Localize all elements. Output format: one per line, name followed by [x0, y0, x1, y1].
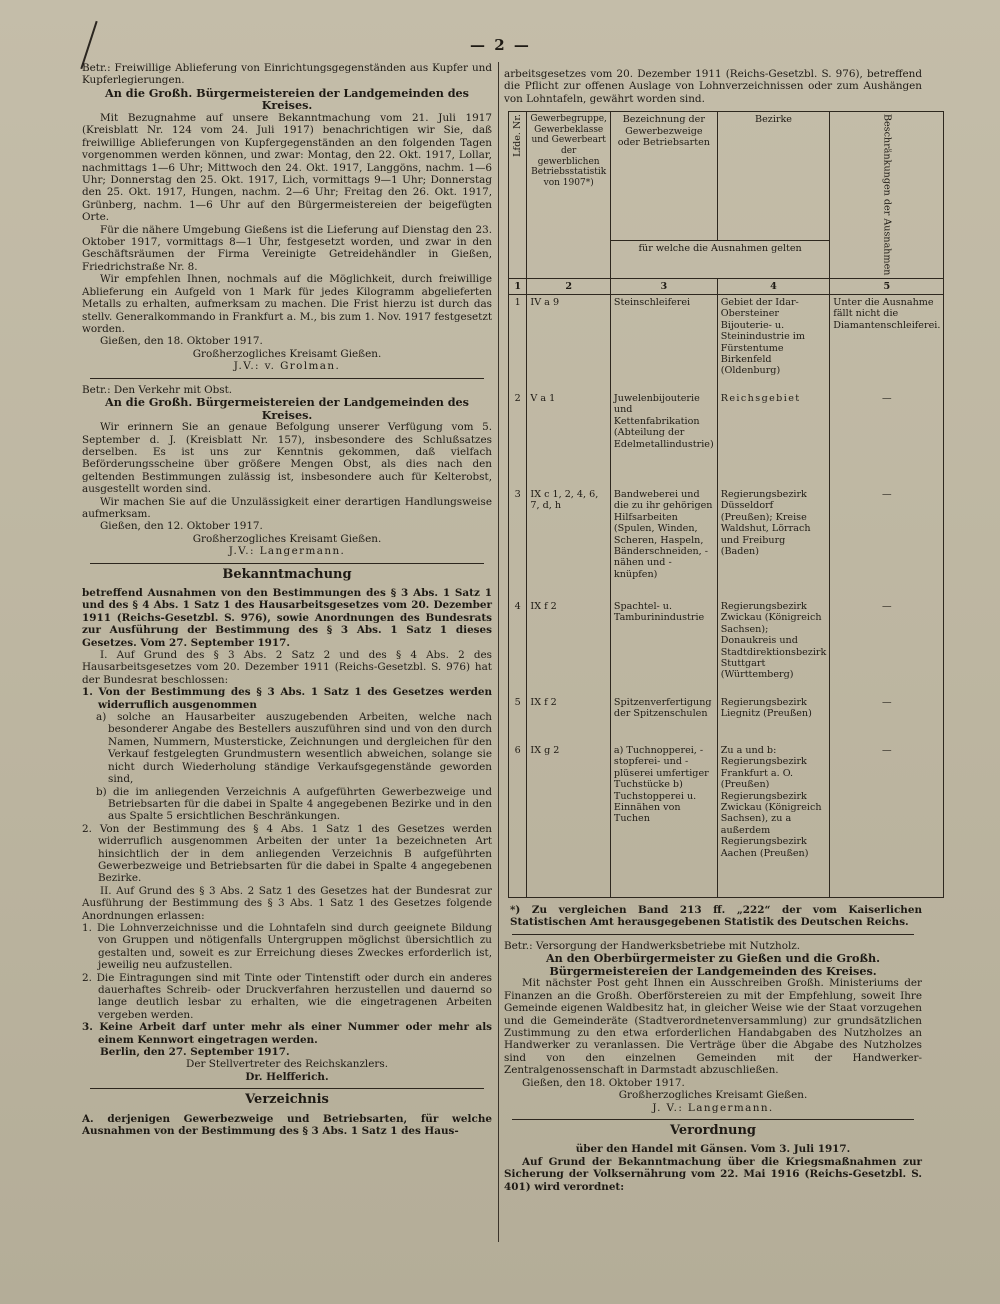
verordnung-title: Verordnung [669, 1122, 757, 1138]
separator-rule [90, 1088, 484, 1089]
header-nr [509, 112, 527, 278]
cell-bezirk: Reichsgebiet [717, 391, 830, 487]
verzeichnis [82, 1094, 492, 1137]
notice-paragraph: Mit nächster Post geht Ihnen ein Ausschreiben Großh. Ministeriums der Finanzen an die Großh. Oberförstereien zu mit der Empfehlung, soweit Ihre Gemeinde eigenen Waldbesitz hat, in gleicher Weise wie der Staat vorzugehen und die Gemeinderäte (Stadtverordnetenversammlung) zur grundsätzlichen Zustimmung zu den etwa erforderlichen Handabgaben des Nutzholzes an Handwerker zu veranlassen. Die Verträge über die Abgabe des Nutzholzes sind von den einzelnen Gemeinden mit der Handwerker-Zentralgenossenschaft in Darmstadt abzuschließen. [504, 977, 922, 1077]
cell-restriction: — [830, 487, 944, 599]
bekanntmachung-paragraph: II. Auf Grund des § 3 Abs. 2 Satz 1 des Gesetzes hat der Bundesrat zur Ausführung der Bestimmung des § 3 Abs. 1 Satz 1 des Gesetzes folgende Anordnungen erlassen: [82, 884, 492, 922]
cell-bezirk: Gebiet der Idar-Obersteiner Bijouterie- u. Steinindustrie im Fürstentume Birkenfeld (Oldenburg) [717, 295, 830, 392]
table-row [509, 487, 944, 599]
bekanntmachung-subtitle: betreffend Ausnahmen von den Bestimmungen des § 3 Abs. 1 Satz 1 und des § 4 Abs. 1 Satz 1 des Hausarbeitsgesetzes vom 20. Dezember 1911 (Reichs-Gesetzbl. S. 976), sowie Anordnungen des Bundesrats zur Ausführung der Bestimmung des § 3 Abs. 1 Satz 1 dieses Gesetzes. Vom 27. September 1917. [82, 587, 492, 649]
continuation-text: arbeitsgesetzes vom 20. Dezember 1911 (Reichs-Gesetzbl. S. 976), betreffend die Pflicht zur offenen Auslage von Lohnverzeichnissen oder zum Aushängen von Lohntafeln, gewährt worden sind. [504, 68, 922, 105]
cell-name: Steinschleiferei [610, 295, 717, 392]
column-number: 3 [610, 278, 717, 294]
notice-signer: J.V.: Langermann. [228, 545, 346, 558]
notice-office: Großherzogliches Kreisamt Gießen. [192, 532, 382, 545]
bekanntmachung-date: Berlin, den 27. September 1917. [100, 1046, 290, 1059]
bekanntmachung-signer: Dr. Helfferich. [245, 1070, 329, 1083]
cell-restriction: — [830, 743, 944, 898]
notice-heading: An den Oberbürgermeister zu Gießen und die Großh. Bürgermeistereien der Landgemeinden des Kreises. [546, 951, 880, 978]
notice-betr: Betr.: Versorgung der Handwerksbetriebe mit Nutzholz. [504, 939, 801, 952]
verordnung-body: Auf Grund der Bekanntmachung über die Kriegsmaßnahmen zur Sicherung der Volksernährung vom 22. Mai 1916 (Reichs-Gesetzbl. S. 401) wird verordnet: [504, 1155, 922, 1193]
notice-signer: J. V.: Langermann. [652, 1101, 774, 1114]
cell-nr: 1 [509, 295, 527, 392]
header-restrictions-text: Beschränkungen der Ausnahmen [881, 114, 893, 276]
table-row [509, 391, 944, 487]
cell-group: IX c 1, 2, 4, 6, 7, d, h [527, 487, 611, 599]
column-divider [498, 62, 499, 1242]
cell-bezirk: Regierungsbezirk Düsseldorf (Preußen); Kreise Waldshut, Lörrach und Freiburg (Baden) [717, 487, 830, 599]
notice-paragraph: Wir machen Sie auf die Unzulässigkeit einer derartigen Handlungsweise aufmerksam. [82, 495, 492, 520]
notice-paragraph: Wir erinnern Sie an genaue Befolgung unserer Verfügung vom 5. September d. J. (Kreisblatt Nr. 157), insbesondere des Schlußsatzes derselben. Es ist uns zur Kenntnis gekommen, daß vielfach Beförderungsscheine über größere Mengen Obst, als dies nach den geltenden Bestimmungen zulässig ist, insbesondere auch für Kelterobst, ausgestellt worden sind. [82, 421, 492, 496]
table-row [509, 295, 944, 392]
notice-paragraph: Für die nähere Umgebung Gießens ist die Lieferung auf Dienstag den 23. Oktober 1917, vormittags 8—1 Uhr, festgesetzt worden, und zwar in den Geschäftsräumen der Firma Vereinigte Getreidehändler in Gießen, Friedrichstraße Nr. 8. [82, 223, 492, 273]
header-bezirke: Bezirke [717, 112, 830, 241]
cell-group: V a 1 [527, 391, 611, 487]
cell-name: Bandweberei und die zu ihr gehörigen Hilfsarbeiten (Spulen, Winden, Scheren, Haspeln, Bänderschneiden, -nähen und -knüpfen) [610, 487, 717, 599]
cell-bezirk: Regierungsbezirk Liegnitz (Preußen) [717, 695, 830, 743]
separator-rule [512, 1119, 914, 1120]
bekanntmachung-item: 2. Die Eintragungen sind mit Tinte oder Tintenstift oder durch ein anderes dauerhaftes Schreib- oder Druckverfahren herzustellen und dauernd so lange deutlich lesbar zu erhalten, wie die eingetragenen Arbeiten vergeben werden. [82, 971, 492, 1021]
cell-nr: 5 [509, 695, 527, 743]
notice-fruit [82, 384, 492, 558]
verzeichnis-text: A. derjenigen Gewerbezweige und Betriebsarten, für welche Ausnahmen von der Bestimmung des § 3 Abs. 1 Satz 1 des Haus- [82, 1112, 492, 1138]
separator-rule [512, 934, 914, 935]
header-restrictions [830, 112, 944, 278]
notice-paragraph: Wir empfehlen Ihnen, nochmals auf die Möglichkeit, durch freiwillige Ablieferung ein Aufgeld von 1 Mark für jedes Kilogramm abgelieferten Metalls zu erhalten, aufmerksam zu machen. Die Frist hierzu ist durch das stellv. Generalkommando in Frankfurt a. M., bis zum 1. Nov. 1917 festgesetzt worden. [82, 273, 492, 335]
cell-nr: 3 [509, 487, 527, 599]
cell-nr: 2 [509, 391, 527, 487]
cell-restriction: Unter die Ausnahme fällt nicht die Diamantenschleiferei. [830, 295, 944, 392]
column-number: 2 [527, 278, 611, 294]
cell-name: Juwelenbijouterie und Kettenfabrikation (Abteilung der Edelmetallindustrie) [610, 391, 717, 487]
bekanntmachung-paragraph: I. Auf Grund des § 3 Abs. 2 Satz 2 und des § 4 Abs. 2 des Hausarbeitsgesetzes vom 20. Dezember 1911 (Reichs-Gesetzbl. S. 976) hat der Bundesrat beschlossen: [82, 649, 492, 686]
cell-group: IX f 2 [527, 599, 611, 695]
cell-bezirk: Regierungsbezirk Zwickau (Königreich Sachsen); Donaukreis und Stadtdirektionsbezirk Stuttgart (Württemberg) [717, 599, 830, 695]
cell-restriction: — [830, 599, 944, 695]
notice-date: Gießen, den 18. Oktober 1917. [100, 335, 263, 348]
header-name: Bezeichnung der Gewerbezweige oder Betriebsarten [610, 112, 717, 241]
bekanntmachung-office: Der Stellvertreter des Reichskanzlers. [185, 1058, 389, 1071]
bekanntmachung-item: 2. Von der Bestimmung des § 4 Abs. 1 Satz 1 des Gesetzes werden widerruflich ausgenommen Arbeiten der unter 1a bezeichneten Art hinsichtlich der in dem anliegenden Verzeichnis B aufgeführten Gewerbezweige und Betriebsarten für die dabei in Spalte 4 angegebenen Bezirke. [82, 822, 492, 885]
verzeichnis-title: Verzeichnis [245, 1092, 329, 1108]
cell-name: Spachtel- u. Tamburinindustrie [610, 599, 717, 695]
left-column [82, 62, 492, 1137]
bekanntmachung-item: 1. Von der Bestimmung des § 3 Abs. 1 Satz 1 des Gesetzes werden widerruflich ausgenommen [82, 686, 492, 711]
table-footnote: *) Zu vergleichen Band 213 ff. „222“ der vom Kaiserlichen Statistischen Amt herausgegebenen Statistik des Deutschen Reichs. [510, 904, 922, 929]
notice-copper [82, 62, 492, 373]
cell-nr: 4 [509, 599, 527, 695]
verordnung-subtitle: über den Handel mit Gänsen. Vom 3. Juli 1917. [575, 1143, 851, 1156]
notice-date: Gießen, den 18. Oktober 1917. [522, 1076, 685, 1089]
cell-nr: 6 [509, 743, 527, 898]
cell-group: IX g 2 [527, 743, 611, 898]
cell-group: IV a 9 [527, 295, 611, 392]
separator-rule [90, 378, 484, 379]
cell-name: Spitzenverfertigung der Spitzenschulen [610, 695, 717, 743]
header-nr-text: Lfde. Nr. [512, 114, 523, 158]
column-number: 1 [509, 278, 527, 294]
notice-heading: An die Großh. Bürgermeistereien der Landgemeinden des Kreises. [105, 394, 469, 422]
verordnung [504, 1122, 922, 1193]
bekanntmachung-title: Bekanntmachung [222, 566, 352, 582]
table-row [509, 695, 944, 743]
cell-restriction: — [830, 695, 944, 743]
cell-bezirk: Zu a und b: Regierungsbezirk Frankfurt a. O. (Preußen) Regierungsbezirk Zwickau (Königreich Sachsen), zu a außerdem Regierungsbezirk Aachen (Preußen) [717, 743, 830, 898]
notice-office: Großherzogliches Kreisamt Gießen. [192, 347, 382, 360]
table-header-row [509, 112, 944, 241]
header-group: Gewerbegruppe, Gewerbeklasse und Gewerbeart der gewerblichen Betriebsstatistik von 1907*) [527, 112, 611, 278]
notice-office: Großherzogliches Kreisamt Gießen. [618, 1089, 808, 1102]
bekanntmachung-item: 1. Die Lohnverzeichnisse und die Lohntafeln sind durch geeignete Bildung von Gruppen und nötigenfalls Untergruppen möglichst übersichtlich zu gestalten und, soweit es zur Erreichung dieses Zweckes erforderlich ist, jeweilig neu aufzustellen. [82, 921, 492, 972]
right-column [504, 68, 941, 1193]
table-row [509, 599, 944, 695]
column-number-row [509, 278, 944, 294]
cell-restriction: — [830, 391, 944, 487]
column-number: 5 [830, 278, 944, 294]
cell-group: IX f 2 [527, 695, 611, 743]
notice-betr: Betr.: Den Verkehr mit Obst. [82, 383, 233, 396]
bekanntmachung-subitem: b) die im anliegenden Verzeichnis A aufgeführten Gewerbezweige und Betriebsarten für die dabei in Spalte 4 angegebenen Bezirke und in den aus Spalte 5 ersichtlichen Beschränkungen. [96, 785, 492, 823]
bekanntmachung-subitem: a) solche an Hausarbeiter auszugebenden Arbeiten, welche nach besonderer Angabe des Bestellers auszuführen sind und von den durch Namen, Nummern, Mustersticke, Zeichnungen und dergleichen für den Verkauf festgelegten Grundmustern wesentlich abweichen, solange sie nicht durch Wiederholung ständige Verkaufsgegenstände geworden sind, [96, 711, 492, 786]
bekanntmachung-item: 3. Keine Arbeit darf unter mehr als einer Nummer oder mehr als einem Kennwort eingetragen werden. [82, 1021, 492, 1046]
exemption-table [508, 111, 944, 898]
column-number: 4 [717, 278, 830, 294]
notice-nutzholz [504, 940, 922, 1114]
header-span: für welche die Ausnahmen gelten [610, 241, 829, 278]
notice-betr: Betr.: Freiwillige Ablieferung von Einrichtungsgegenständen aus Kupfer und Kupferlegierungen. [82, 62, 492, 87]
notice-paragraph: Mit Bezugnahme auf unsere Bekanntmachung vom 21. Juli 1917 (Kreisblatt Nr. 124 vom 24. Juli 1917) benachrichtigen wir Sie, daß freiwillige Ablieferungen von Kupfergegenständen an den folgenden Tagen vorgenommen werden können, und zwar: Montag, den 22. Okt. 1917, Lollar, nachmittags 1—6 Uhr; Mittwoch den 24. Okt. 1917, Langgöns, nachm. 1—6 Uhr; Donnerstag den 25. Okt. 1917, Lich, vormittags 9—1 Uhr; Donnerstag den 25. Okt. 1917, Hungen, nachm. 2—6 Uhr; Freitag den 26. Okt. 1917, Grünberg, nachm. 1—6 Uhr auf den Bürgermeistereien der beigefügten Orte. [82, 112, 492, 224]
notice-signer: J.V.: v. Grolman. [233, 360, 341, 373]
separator-rule [90, 563, 484, 564]
table-row [509, 743, 944, 898]
cell-name: a) Tuchnopperei, -stopferei- und -plüserei umfertiger Tuchstücke b) Tuchstopperei u. Einnähen von Tuchen [610, 743, 717, 898]
notice-bekanntmachung [82, 566, 492, 1084]
page-number: — 2 — [470, 36, 531, 54]
notice-heading: An die Großh. Bürgermeistereien der Landgemeinden des Kreises. [105, 85, 469, 113]
notice-date: Gießen, den 12. Oktober 1917. [100, 520, 263, 533]
